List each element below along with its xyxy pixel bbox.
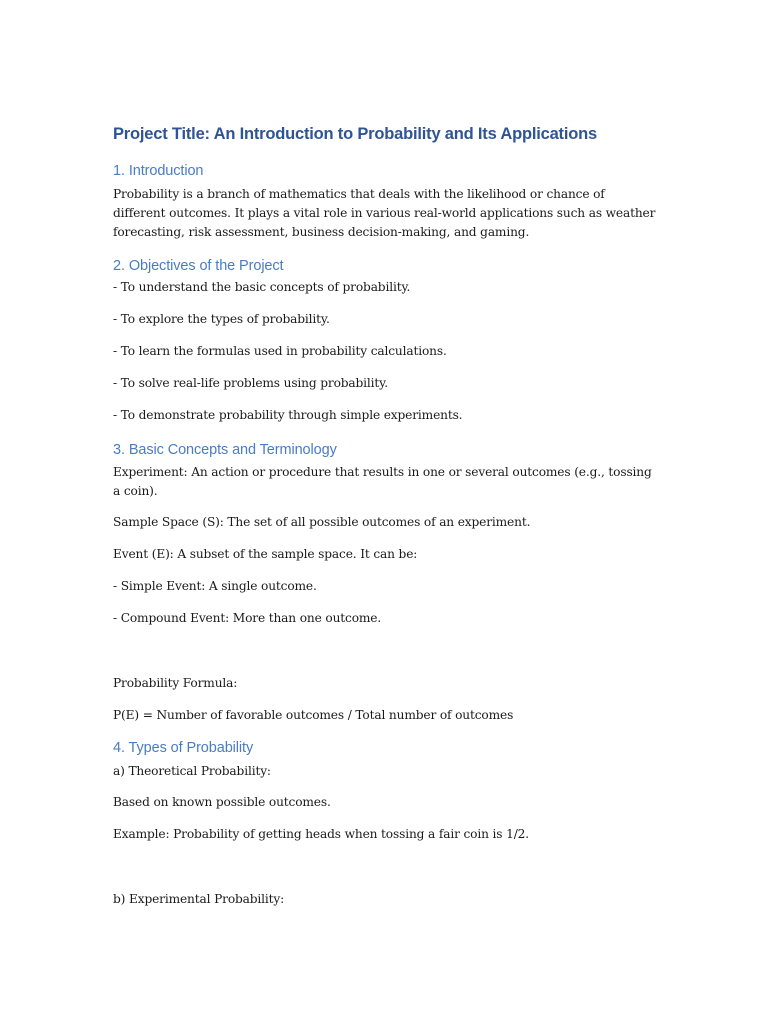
section-heading-introduction: 1. Introduction [113, 163, 204, 179]
formula-label: Probability Formula: [113, 676, 238, 690]
compound-event-item: - Compound Event: More than one outcome. [113, 611, 382, 625]
event-definition: Event (E): A subset of the sample space. It can be: [113, 547, 418, 561]
sample-space-definition: Sample Space (S): The set of all possible outcomes of an experiment. [113, 515, 531, 529]
experiment-definition: Experiment: An action or procedure that results in one or several outcomes (e.g., tossing a coin). [113, 465, 652, 498]
experimental-probability-label: b) Experimental Probability: [113, 892, 285, 906]
list-item: - To solve real-life problems using probability. [113, 376, 389, 390]
list-item: - To explore the types of probability. [113, 312, 330, 326]
theoretical-probability-description: Based on known possible outcomes. [113, 795, 331, 809]
section-heading-types: 4. Types of Probability [113, 740, 254, 756]
theoretical-probability-example: Example: Probability of getting heads when tossing a fair coin is 1/2. [113, 827, 529, 841]
document-title: Project Title: An Introduction to Probability and Its Applications [113, 125, 597, 143]
simple-event-item: - Simple Event: A single outcome. [113, 579, 317, 593]
section-heading-objectives: 2. Objectives of the Project [113, 258, 284, 274]
list-item: - To learn the formulas used in probability calculations. [113, 344, 447, 358]
section-heading-concepts: 3. Basic Concepts and Terminology [113, 442, 337, 458]
list-item: - To demonstrate probability through simple experiments. [113, 408, 463, 422]
probability-formula: P(E) = Number of favorable outcomes / Total number of outcomes [113, 708, 514, 722]
list-item: - To understand the basic concepts of probability. [113, 280, 411, 294]
theoretical-probability-label: a) Theoretical Probability: [113, 764, 271, 778]
introduction-paragraph: Probability is a branch of mathematics that deals with the likelihood or chance of different outcomes. It plays a vital role in various real-world applications such as weather forecasting, risk assessment, business decision-making, and gaming. [113, 187, 656, 239]
